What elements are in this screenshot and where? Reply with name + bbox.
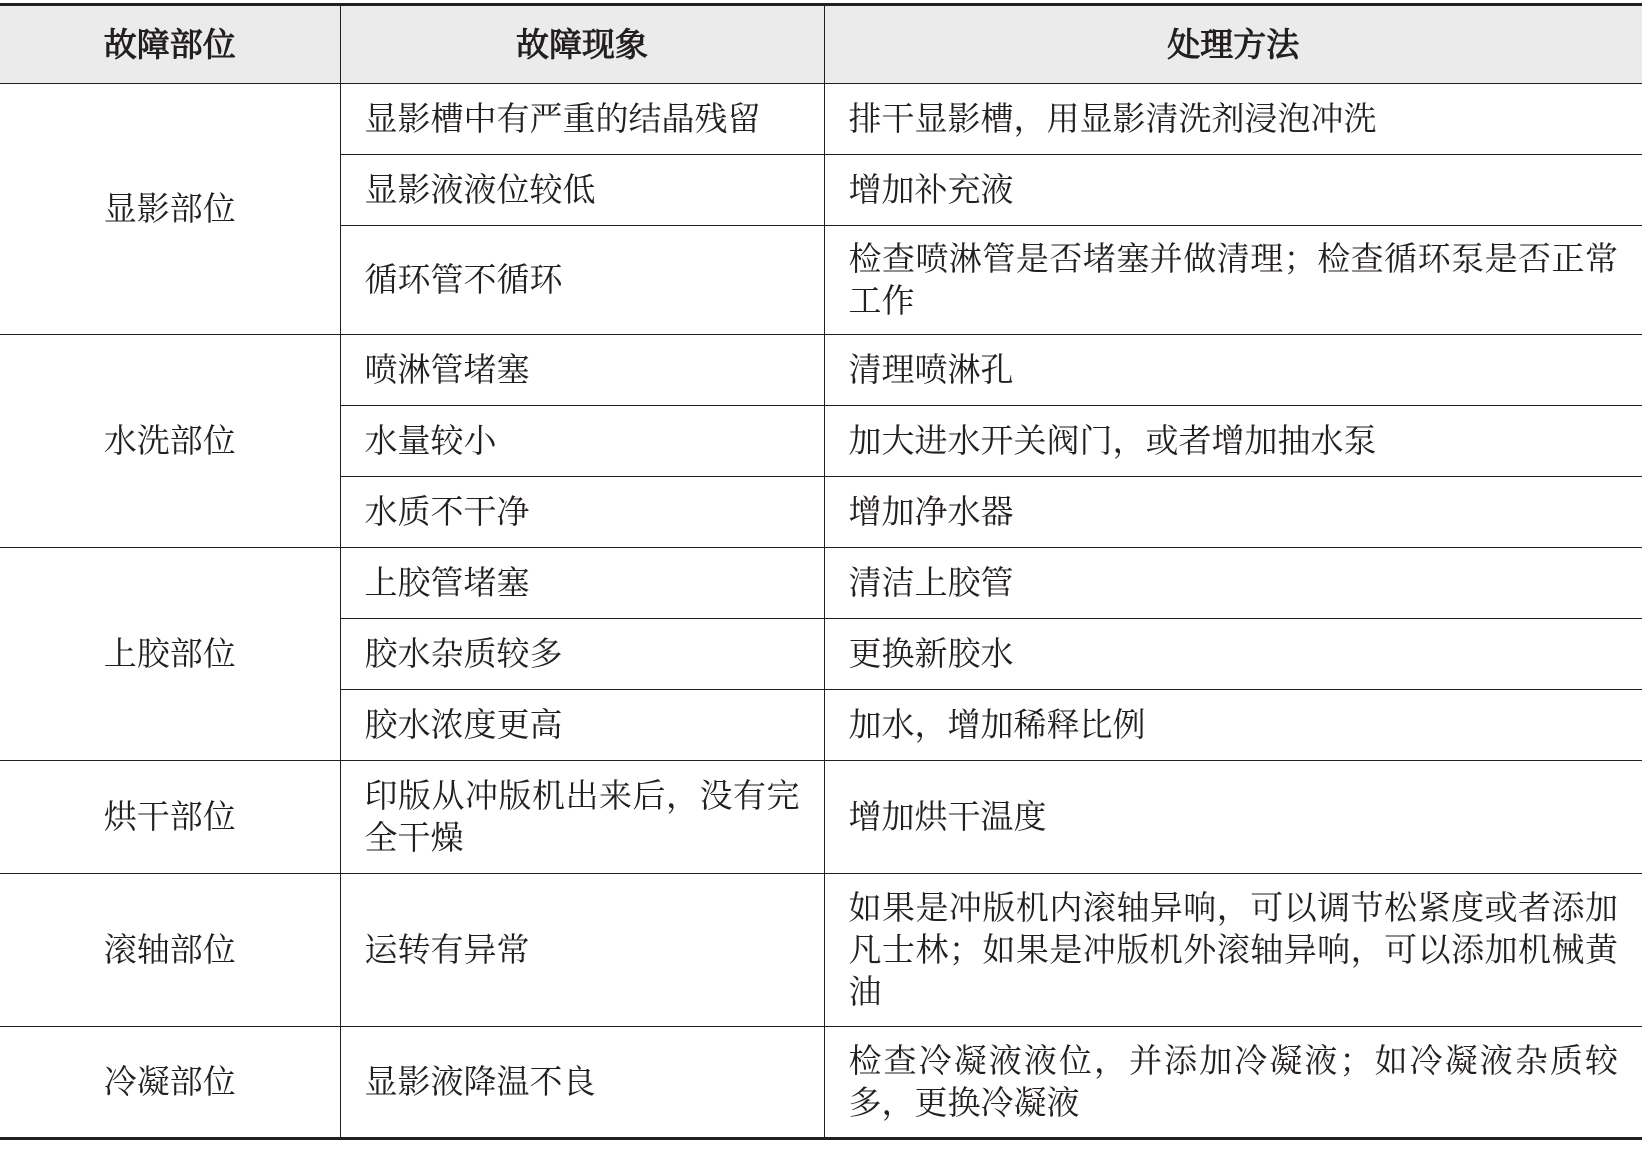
table-row bbox=[0, 1027, 1642, 1139]
table-row bbox=[0, 548, 1642, 619]
method-cell: 更换新胶水 bbox=[824, 619, 1642, 690]
method-cell: 加水，增加稀释比例 bbox=[824, 690, 1642, 761]
symptom-cell: 循环管不循环 bbox=[340, 226, 824, 335]
method-cell: 检查冷凝液液位，并添加冷凝液；如冷凝液杂质较多，更换冷凝液 bbox=[824, 1027, 1642, 1139]
method-cell: 排干显影槽，用显影清洗剂浸泡冲洗 bbox=[824, 84, 1642, 155]
table-row bbox=[0, 84, 1642, 155]
table-row bbox=[0, 874, 1642, 1027]
symptom-cell: 喷淋管堵塞 bbox=[340, 335, 824, 406]
symptom-cell: 上胶管堵塞 bbox=[340, 548, 824, 619]
table-row bbox=[0, 761, 1642, 874]
symptom-cell: 显影液降温不良 bbox=[340, 1027, 824, 1139]
fault-part-cell: 滚轴部位 bbox=[0, 874, 340, 1027]
method-cell: 清洁上胶管 bbox=[824, 548, 1642, 619]
method-cell: 如果是冲版机内滚轴异响，可以调节松紧度或者添加凡士林；如果是冲版机外滚轴异响，可以添加机械黄油 bbox=[824, 874, 1642, 1027]
method-cell: 清理喷淋孔 bbox=[824, 335, 1642, 406]
fault-table bbox=[0, 3, 1642, 1140]
symptom-cell: 水质不干净 bbox=[340, 477, 824, 548]
symptom-cell: 水量较小 bbox=[340, 406, 824, 477]
method-cell: 增加烘干温度 bbox=[824, 761, 1642, 874]
symptom-cell: 胶水浓度更高 bbox=[340, 690, 824, 761]
table-row bbox=[0, 335, 1642, 406]
fault-part-cell: 水洗部位 bbox=[0, 335, 340, 548]
fault-part-cell: 显影部位 bbox=[0, 84, 340, 335]
symptom-cell: 胶水杂质较多 bbox=[340, 619, 824, 690]
method-cell: 增加补充液 bbox=[824, 155, 1642, 226]
symptom-cell: 显影槽中有严重的结晶残留 bbox=[340, 84, 824, 155]
fault-part-cell: 冷凝部位 bbox=[0, 1027, 340, 1139]
method-cell: 加大进水开关阀门，或者增加抽水泵 bbox=[824, 406, 1642, 477]
symptom-cell: 运转有异常 bbox=[340, 874, 824, 1027]
header-fault-part: 故障部位 bbox=[0, 5, 340, 84]
method-cell: 增加净水器 bbox=[824, 477, 1642, 548]
fault-part-cell: 上胶部位 bbox=[0, 548, 340, 761]
fault-part-cell: 烘干部位 bbox=[0, 761, 340, 874]
symptom-cell: 显影液液位较低 bbox=[340, 155, 824, 226]
header-row bbox=[0, 5, 1642, 84]
header-fault-symptom: 故障现象 bbox=[340, 5, 824, 84]
header-fix-method: 处理方法 bbox=[824, 5, 1642, 84]
method-cell: 检查喷淋管是否堵塞并做清理；检查循环泵是否正常工作 bbox=[824, 226, 1642, 335]
symptom-cell: 印版从冲版机出来后，没有完全干燥 bbox=[340, 761, 824, 874]
